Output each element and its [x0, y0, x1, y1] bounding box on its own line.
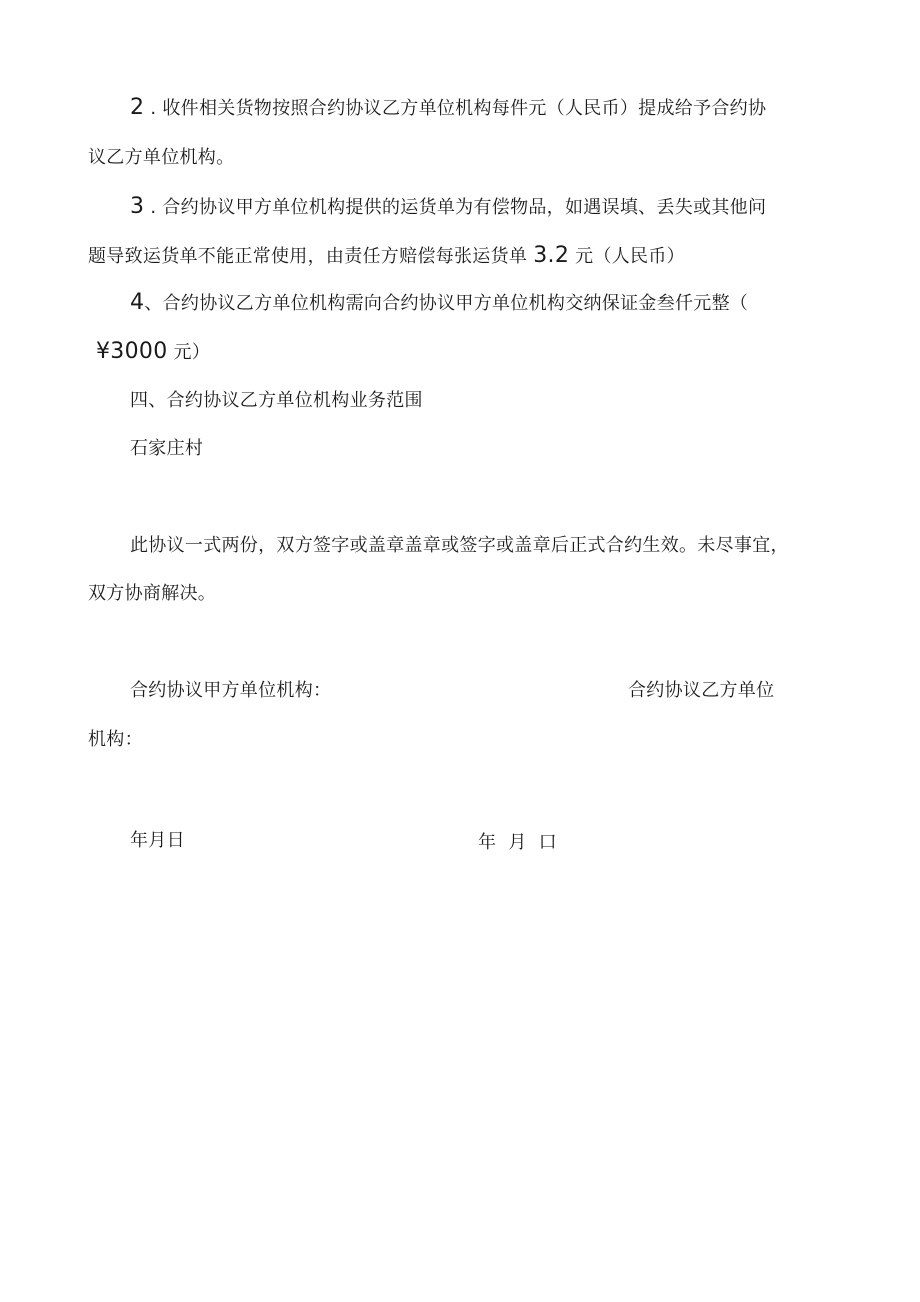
clause-2-line-2: 议乙方单位机构。	[88, 147, 235, 168]
party-a-signature-label: 合约协议甲方单位机构：	[130, 680, 332, 701]
clause-4-number: 4	[130, 290, 145, 315]
clause-3-amount: 3.2	[533, 243, 570, 268]
party-b-signature-label: 合约协议乙方单位	[628, 680, 775, 701]
clause-3-text-2: 题导致运货单不能正常使用，由责任方赔偿每张运货单	[88, 246, 534, 267]
party-b-signature-label-cont: 机构：	[88, 729, 143, 750]
clause-3-line-2	[88, 244, 685, 269]
clause-4-line-1	[130, 291, 748, 316]
clause-4-amount: ¥3000	[96, 339, 168, 364]
clause-3-text: . 合约协议甲方单位机构提供的运货单为有偿物品，如遇误填、丢失或其他问	[144, 197, 767, 218]
party-b-date: 年 月 口	[478, 832, 557, 853]
clause-3-line-1	[130, 195, 766, 220]
clause-2-number: 2	[130, 95, 145, 120]
clause-3-text-3: 元（人民币）	[569, 246, 685, 267]
section-4-heading: 四、合约协议乙方单位机构业务范围	[130, 390, 423, 411]
closing-line-1: 此协议一式两份，双方签字或盖章盖章或签字或盖章后正式合约生效。未尽事宜，	[130, 535, 789, 556]
clause-4-line-2	[96, 340, 210, 365]
clause-2-line-1	[130, 96, 766, 121]
clause-2-text: . 收件相关货物按照合约协议乙方单位机构每件元（人民币）提成给予合约协	[144, 98, 767, 119]
closing-line-2: 双方协商解决。	[88, 583, 217, 604]
party-a-date: 年月日	[130, 830, 185, 851]
clause-4-text: 、合约协议乙方单位机构需向合约协议甲方单位机构交纳保证金叁仟元整（	[144, 293, 749, 314]
clause-4-text-2: 元）	[167, 342, 211, 363]
service-scope: 石家庄村	[130, 438, 204, 459]
clause-3-number: 3	[130, 194, 145, 219]
